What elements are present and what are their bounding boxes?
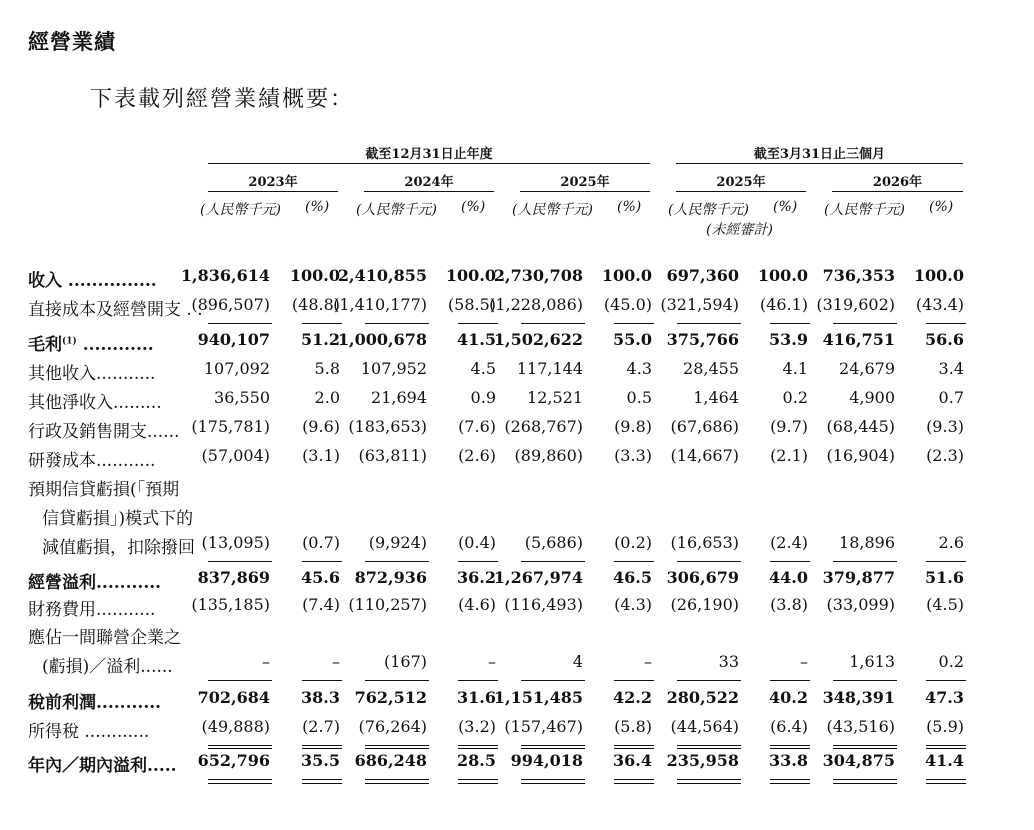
percent-cell: (0.4) (458, 533, 496, 552)
amount-cell: (157,467) (504, 717, 583, 736)
amount-cell: (43,516) (826, 717, 895, 736)
row-label-text: 所得稅 ............ (28, 722, 150, 742)
percent-cell: (48.8) (291, 295, 340, 314)
percent-cell: 4.1 (782, 359, 808, 378)
total-rule (302, 561, 342, 562)
total-rule (521, 561, 585, 562)
amount-cell: (76,264) (358, 717, 427, 736)
amount-cell: (110,257) (348, 595, 427, 614)
percent-cell: 3.4 (938, 359, 964, 378)
amount-cell: 4,900 (849, 388, 895, 407)
total-rule (614, 323, 654, 324)
percent-cell: (2.3) (926, 446, 964, 465)
percent-cell: 47.3 (925, 688, 964, 707)
percent-cell: (2.1) (770, 446, 808, 465)
percent-cell: 35.5 (301, 751, 340, 770)
total-rule (521, 783, 585, 784)
percent-cell: – (644, 652, 652, 671)
section-heading: 經營業績 (28, 29, 116, 54)
amount-cell: (321,594) (660, 295, 739, 314)
total-rule (833, 783, 897, 784)
unit-pct: (%) (617, 199, 642, 215)
percent-cell: (7.6) (458, 417, 496, 436)
intro-text: 下表載列經營業績概要： (90, 87, 355, 112)
amount-cell: (175,781) (191, 417, 270, 436)
total-rule (770, 561, 810, 562)
total-rule (926, 748, 966, 749)
amount-cell: (1,228,086) (489, 295, 583, 314)
amount-cell: 837,869 (197, 568, 270, 587)
amount-cell: 686,248 (354, 751, 427, 770)
percent-cell: (0.2) (614, 533, 652, 552)
percent-cell: (2.4) (770, 533, 808, 552)
row-label-text: 直接成本及經營開支 . . (28, 300, 203, 320)
total-rule (614, 680, 654, 681)
amount-cell: 107,092 (203, 359, 270, 378)
footnote-marker: (1) (62, 336, 77, 347)
amount-cell: (116,493) (504, 595, 583, 614)
amount-cell: (167) (383, 652, 427, 671)
total-rule (302, 783, 342, 784)
total-rule (208, 323, 272, 324)
total-rule (677, 323, 741, 324)
total-rule (614, 745, 654, 746)
percent-cell: 36.2 (457, 568, 496, 587)
percent-cell: 2.0 (314, 388, 340, 407)
percent-cell: 100.0 (601, 266, 652, 285)
percent-cell: (9.7) (770, 417, 808, 436)
row-label-line: 預期信貸虧損(「預期 (28, 480, 180, 500)
amount-cell: 1,464 (693, 388, 739, 407)
total-rule (458, 680, 498, 681)
percent-cell: (0.7) (302, 533, 340, 552)
amount-cell: (16,904) (826, 446, 895, 465)
total-rule (677, 783, 741, 784)
percent-cell: (5.8) (614, 717, 652, 736)
total-rule (521, 748, 585, 749)
amount-cell: 28,455 (683, 359, 739, 378)
unit-amount: (人民幣千元) (824, 202, 905, 218)
amount-cell: (89,860) (514, 446, 583, 465)
total-rule (521, 745, 585, 746)
amount-cell: (44,564) (670, 717, 739, 736)
amount-cell: 348,391 (822, 688, 895, 707)
amount-cell: 1,613 (849, 652, 895, 671)
amount-cell: 1,151,485 (493, 688, 583, 707)
total-rule (458, 323, 498, 324)
total-rule (926, 561, 966, 562)
total-rule (677, 745, 741, 746)
total-rule (926, 323, 966, 324)
percent-cell: 100.0 (757, 266, 808, 285)
total-rule (833, 745, 897, 746)
year-header: 2023年 (248, 175, 298, 190)
percent-cell: 36.4 (613, 751, 652, 770)
total-rule (458, 779, 498, 780)
total-rule (677, 680, 741, 681)
percent-cell: 2.6 (938, 533, 964, 552)
total-rule (614, 783, 654, 784)
amount-cell: 416,751 (822, 330, 895, 349)
amount-cell: 304,875 (822, 751, 895, 770)
percent-cell: 0.2 (782, 388, 808, 407)
amount-cell: (183,653) (348, 417, 427, 436)
year-rule (832, 191, 963, 192)
total-rule (365, 748, 429, 749)
amount-cell: (896,507) (191, 295, 270, 314)
percent-cell: (46.1) (759, 295, 808, 314)
total-rule (365, 779, 429, 780)
unit-amount: (人民幣千元) (668, 202, 749, 218)
total-rule (208, 748, 272, 749)
amount-cell: 21,694 (371, 388, 427, 407)
unit-amount: (人民幣千元) (512, 202, 593, 218)
amount-cell: (49,888) (201, 717, 270, 736)
total-rule (365, 680, 429, 681)
percent-cell: 100.0 (289, 266, 340, 285)
percent-cell: (5.9) (926, 717, 964, 736)
total-rule (365, 745, 429, 746)
amount-cell: 117,144 (516, 359, 583, 378)
amount-cell: (57,004) (201, 446, 270, 465)
percent-cell: (9.8) (614, 417, 652, 436)
total-rule (770, 323, 810, 324)
total-rule (770, 680, 810, 681)
total-rule (833, 680, 897, 681)
amount-cell: (63,811) (358, 446, 427, 465)
total-rule (302, 748, 342, 749)
percent-cell: (3.2) (458, 717, 496, 736)
amount-cell: 1,836,614 (180, 266, 270, 285)
total-rule (302, 745, 342, 746)
percent-cell: 0.2 (938, 652, 964, 671)
row-label-text: 其他淨收入......... (28, 393, 162, 413)
amount-cell: (5,686) (524, 533, 583, 552)
total-rule (458, 561, 498, 562)
amount-cell: (268,767) (504, 417, 583, 436)
total-rule (833, 779, 897, 780)
amount-cell: 2,730,708 (493, 266, 583, 285)
percent-cell: 55.0 (613, 330, 652, 349)
row-label-line: 應佔一間聯營企業之 (28, 628, 181, 648)
percent-cell: 51.6 (925, 568, 964, 587)
year-header: 2025年 (716, 175, 766, 190)
percent-cell: 42.2 (613, 688, 652, 707)
total-rule (833, 561, 897, 562)
amount-cell: (1,410,177) (333, 295, 427, 314)
row-label-text: 行政及銷售開支...... (28, 422, 180, 442)
amount-cell: (68,445) (826, 417, 895, 436)
row-label-text: 財務費用........... (28, 600, 156, 620)
row-label-line: (虧損)／溢利...... (42, 657, 173, 677)
percent-cell: – (332, 652, 340, 671)
amount-cell: 1,267,974 (493, 568, 583, 587)
row-label-line: 減值虧損，扣除撥回 (42, 538, 195, 558)
percent-cell: 4.5 (470, 359, 496, 378)
total-rule (926, 680, 966, 681)
amount-cell: 107,952 (360, 359, 427, 378)
percent-cell: (6.4) (770, 717, 808, 736)
amount-cell: 2,410,855 (337, 266, 427, 285)
percent-cell: 0.5 (626, 388, 652, 407)
percent-cell: (3.8) (770, 595, 808, 614)
amount-cell: 1,000,678 (337, 330, 427, 349)
unit-pct: (%) (929, 199, 954, 215)
total-rule (614, 561, 654, 562)
percent-cell: 53.9 (769, 330, 808, 349)
amount-cell: (26,190) (670, 595, 739, 614)
total-rule (677, 779, 741, 780)
percent-cell: 41.5 (457, 330, 496, 349)
percent-cell: 33.8 (769, 751, 808, 770)
percent-cell: – (800, 652, 808, 671)
unit-pct: (%) (461, 199, 486, 215)
total-rule (208, 561, 272, 562)
percent-cell: (3.3) (614, 446, 652, 465)
total-rule (365, 323, 429, 324)
amount-cell: (16,653) (670, 533, 739, 552)
amount-cell: 940,107 (197, 330, 270, 349)
amount-cell: 1,502,622 (493, 330, 583, 349)
total-rule (302, 779, 342, 780)
year-rule (520, 191, 650, 192)
percent-cell: (7.4) (302, 595, 340, 614)
amount-cell: 235,958 (666, 751, 739, 770)
unit-amount: (人民幣千元) (200, 202, 281, 218)
total-rule (365, 561, 429, 562)
percent-cell: 0.7 (938, 388, 964, 407)
total-rule (521, 680, 585, 681)
unit-pct: (%) (773, 199, 798, 215)
percent-cell: 28.5 (457, 751, 496, 770)
row-label-text: 毛利 (28, 335, 62, 355)
percent-cell: 38.3 (301, 688, 340, 707)
percent-cell: 100.0 (445, 266, 496, 285)
year-rule (676, 191, 806, 192)
percent-cell: 44.0 (769, 568, 808, 587)
amount-cell: – (262, 652, 270, 671)
year-rule (208, 191, 338, 192)
percent-cell: (2.6) (458, 446, 496, 465)
total-rule (208, 680, 272, 681)
percent-cell: 4.3 (626, 359, 652, 378)
total-rule (770, 779, 810, 780)
percent-cell: 46.5 (613, 568, 652, 587)
amount-cell: 994,018 (510, 751, 583, 770)
percent-cell: 51.2 (301, 330, 340, 349)
total-rule (458, 783, 498, 784)
row-label-text: 收入 ............... (28, 271, 157, 291)
group-rule-quarter (676, 163, 963, 164)
row-label-dots: ............ (76, 335, 154, 355)
percent-cell: (45.0) (603, 295, 652, 314)
year-header: 2024年 (404, 175, 454, 190)
total-rule (614, 779, 654, 780)
amount-cell: (9,924) (368, 533, 427, 552)
amount-cell: 33 (718, 652, 739, 671)
total-rule (677, 561, 741, 562)
percent-cell: (2.7) (302, 717, 340, 736)
percent-cell: 100.0 (913, 266, 964, 285)
percent-cell: 41.4 (925, 751, 964, 770)
total-rule (458, 745, 498, 746)
amount-cell: 306,679 (666, 568, 739, 587)
amount-cell: 736,353 (822, 266, 895, 285)
percent-cell: (4.3) (614, 595, 652, 614)
total-rule (677, 748, 741, 749)
amount-cell: (135,185) (191, 595, 270, 614)
group-header-quarter: 截至3月31日止三個月 (753, 147, 886, 162)
year-rule (364, 191, 494, 192)
percent-cell: 56.6 (925, 330, 964, 349)
total-rule (926, 745, 966, 746)
percent-cell: (9.3) (926, 417, 964, 436)
amount-cell: (33,099) (826, 595, 895, 614)
year-header: 2025年 (560, 175, 610, 190)
percent-cell: (43.4) (915, 295, 964, 314)
percent-cell: 0.9 (470, 388, 496, 407)
percent-cell: 31.6 (457, 688, 496, 707)
amount-cell: 375,766 (666, 330, 739, 349)
total-rule (208, 745, 272, 746)
row-label-text: 年內／期內溢利..... (28, 756, 177, 776)
percent-cell: 40.2 (769, 688, 808, 707)
row-label-text: 稅前利潤........... (28, 693, 162, 713)
row-label-line: 信貸虧損」)模式下的 (42, 509, 194, 529)
amount-cell: (67,686) (670, 417, 739, 436)
group-header-annual: 截至12月31日止年度 (365, 147, 493, 162)
total-rule (208, 783, 272, 784)
amount-cell: 702,684 (197, 688, 270, 707)
percent-cell: (3.1) (302, 446, 340, 465)
percent-cell: (4.6) (458, 595, 496, 614)
total-rule (208, 779, 272, 780)
amount-cell: 379,877 (822, 568, 895, 587)
amount-cell: (13,095) (201, 533, 270, 552)
unaudited-note: (未經審計) (706, 222, 773, 238)
amount-cell: 4 (572, 652, 583, 671)
total-rule (365, 783, 429, 784)
percent-cell: (58.5) (447, 295, 496, 314)
total-rule (770, 748, 810, 749)
year-header: 2026年 (872, 175, 923, 190)
row-label-text: 經營溢利........... (28, 573, 162, 593)
amount-cell: 280,522 (666, 688, 739, 707)
total-rule (770, 745, 810, 746)
amount-cell: (14,667) (670, 446, 739, 465)
total-rule (521, 779, 585, 780)
total-rule (458, 748, 498, 749)
unit-amount: (人民幣千元) (356, 202, 437, 218)
amount-cell: 12,521 (527, 388, 583, 407)
row-label-text: 其他收入........... (28, 364, 156, 384)
total-rule (521, 323, 585, 324)
total-rule (302, 323, 342, 324)
amount-cell: 697,360 (666, 266, 739, 285)
percent-cell: (4.5) (926, 595, 964, 614)
total-rule (302, 680, 342, 681)
total-rule (770, 783, 810, 784)
percent-cell: (9.6) (302, 417, 340, 436)
total-rule (614, 748, 654, 749)
amount-cell: 36,550 (214, 388, 270, 407)
amount-cell: 18,896 (839, 533, 895, 552)
total-rule (926, 779, 966, 780)
row-label-text: 研發成本........... (28, 451, 156, 471)
percent-cell: – (488, 652, 496, 671)
total-rule (833, 323, 897, 324)
amount-cell: 24,679 (839, 359, 895, 378)
group-rule-annual (208, 163, 650, 164)
percent-cell: 45.6 (301, 568, 340, 587)
amount-cell: 652,796 (197, 751, 270, 770)
unit-pct: (%) (305, 199, 330, 215)
total-rule (926, 783, 966, 784)
amount-cell: 872,936 (354, 568, 427, 587)
total-rule (833, 748, 897, 749)
percent-cell: 5.8 (314, 359, 340, 378)
amount-cell: (319,602) (816, 295, 895, 314)
amount-cell: 762,512 (354, 688, 427, 707)
